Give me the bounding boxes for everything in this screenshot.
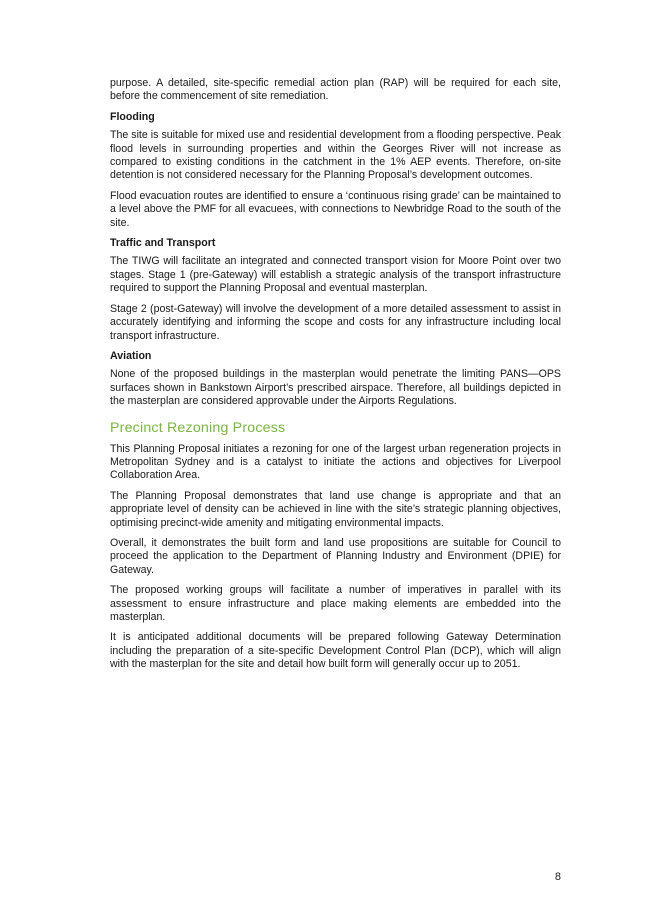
heading-flooding: Flooding [110,110,155,123]
paragraph-transport-stage1: The TIWG will facilitate an integrated and connected transport vision for Moore Point over two stages. Stage 1 (pre-Gateway) will establish a strategic analysis of the transport infrastructure required to support the Planning Proposal and eventual masterplan. [110,255,561,295]
paragraph-aviation: None of the proposed buildings in the masterplan would penetrate the limiting PANS—OPS surfaces shown in Bankstown Airport’s prescribed airspace. Therefore, all buildings depicted in the masterplan are considered approvable under the Airports Regulations. [110,368,561,408]
paragraph-rezoning-intro: This Planning Proposal initiates a rezoning for one of the largest urban regeneration projects in Metropolitan Sydney and is a catalyst to initiate the actions and objectives for Liverpool Collaboration Area. [110,442,561,482]
paragraph-working-groups: The proposed working groups will facilitate a number of imperatives in parallel with its assessment to ensure infrastructure and place making elements are embedded into the masterplan. [110,584,561,623]
paragraph-transport-stage2: Stage 2 (post-Gateway) will involve the development of a more detailed assessment to assist in accurately identifying and informing the scope and costs for any infrastructure including local transport infrastructure. [110,302,561,342]
page-number: 8 [554,871,561,883]
paragraph-remediation: purpose. A detailed, site-specific remedial action plan (RAP) will be required for each site, before the commencement of site remediation. [110,77,561,103]
paragraph-flood-evacuation: Flood evacuation routes are identified to ensure a ‘continuous rising grade’ can be maintained to a level above the PMF for all evacuees, with connections to Newbridge Road to the south of the site. [110,189,561,229]
heading-traffic-transport: Traffic and Transport [110,237,216,250]
paragraph-dcp: It is anticipated additional documents will be prepared following Gateway Determination including the preparation of a site-specific Development Control Plan (DCP), which will align with the masterplan for the site and detail how built form will generally occur up to 2051. [110,631,561,671]
section-heading-precinct-rezoning: Precinct Rezoning Process [110,419,286,436]
paragraph-land-use-change: The Planning Proposal demonstrates that land use change is appropriate and that an appropriate level of density can be achieved in line with the site’s strategic planning objectives, optimising precinct-wide amenity and mitigating environmental impacts. [110,489,561,529]
paragraph-gateway: Overall, it demonstrates the built form and land use propositions are suitable for Council to proceed the application to the Department of Planning Industry and Environment (DPIE) for Gateway. [110,536,561,576]
page-content [110,77,561,679]
paragraph-flooding-suitability: The site is suitable for mixed use and residential development from a flooding perspective. Peak flood levels in surrounding properties and within the Georges River will not increase as compared to existing conditions in the catchment in the 1% AEP events. Therefore, on-site detention is not considered necessary for the Planning Proposal’s development outcomes. [110,129,561,182]
heading-aviation: Aviation [110,349,152,362]
